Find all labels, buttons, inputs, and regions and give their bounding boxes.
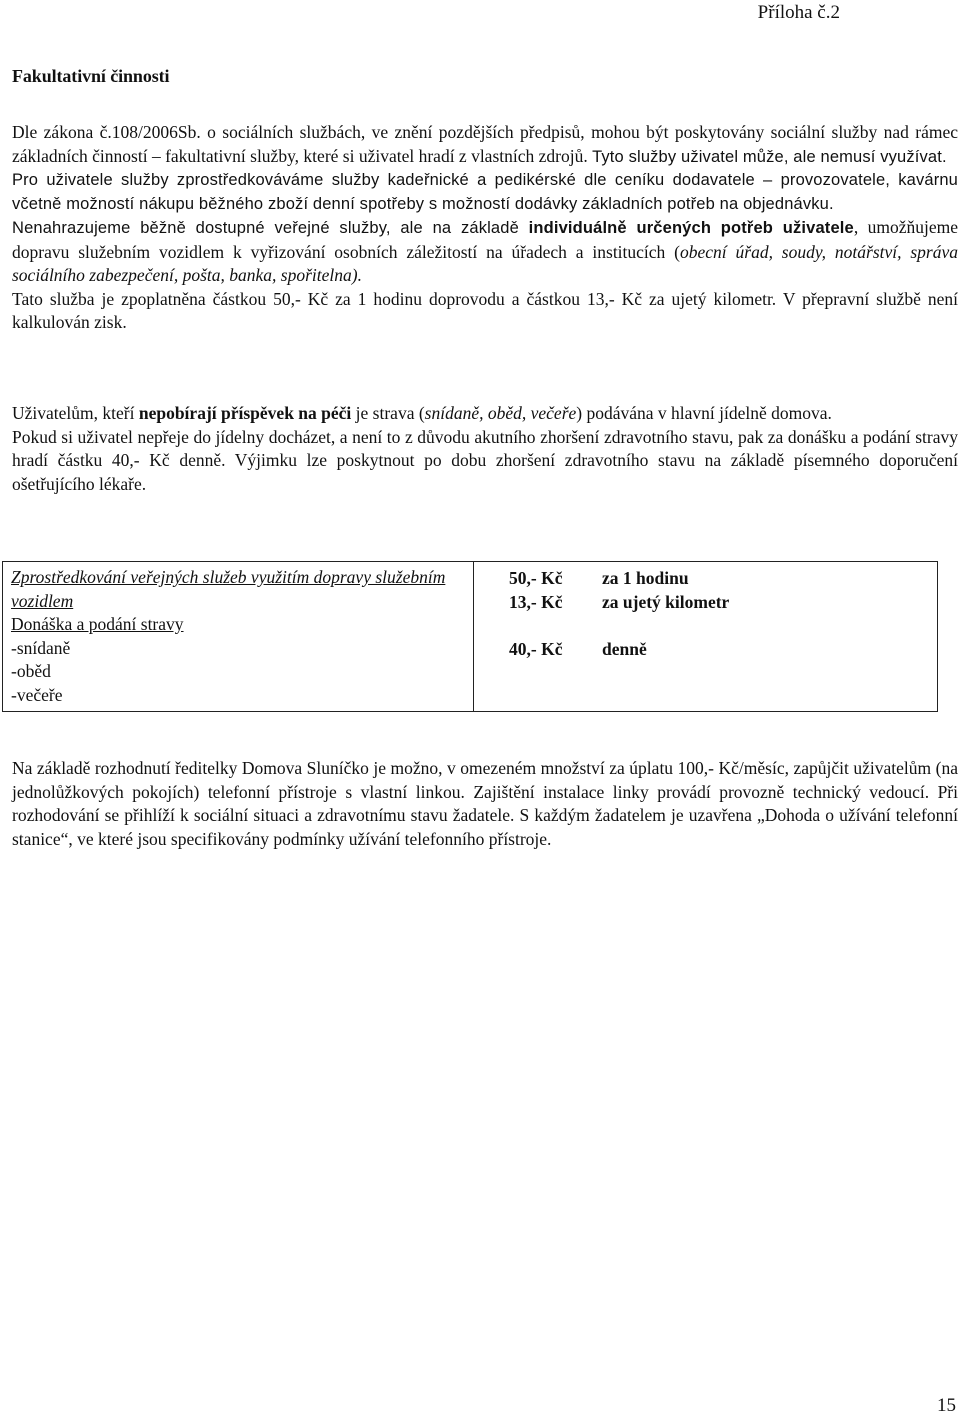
paragraph-legal-basis-text: Dle zákona č.108/2006Sb. o sociálních službách, ve znění pozdějších předpisů, mohou být poskytovány sociální služby nad rámec základních činností – fakultativní služby, které si uživatel hradí z vlastních zdrojů.	[12, 122, 958, 166]
paragraph-meal-delivery: Pokud si uživatel nepřeje do jídelny docházet, a není to z důvodu akutního zhoršení zdravotního stavu, pak za donášku a podání stravy hradí částku 40,- Kč denně. Výjimku lze poskytnout po dobu zhoršení zdravotního stavu na základě písemného doporučení ošetřujícího lékaře.	[12, 426, 958, 494]
price-unit: za 1 hodinu	[602, 568, 689, 588]
paragraph-meals-text-a: Uživatelům, kteří	[12, 403, 139, 423]
section-heading: Fakultativní činnosti	[12, 66, 170, 86]
food-item-dinner: -večeře	[11, 684, 63, 705]
price-amount: 40,- Kč	[509, 639, 563, 659]
price-row-km	[509, 591, 929, 615]
paragraph-transport-fee: Tato služba je zpoplatněna částkou 50,- Kč za 1 hodinu doprovodu a částkou 13,- Kč za ujetý kilometr. V přepravní službě není kalkulován zisk.	[12, 288, 958, 332]
price-unit: za ujetý kilometr	[602, 591, 730, 612]
page-header-label: Příloha č.2	[757, 2, 840, 23]
paragraph-meals-text-b: je strava (	[351, 403, 425, 423]
services-cell	[3, 562, 474, 712]
price-row-hour	[509, 567, 929, 591]
transport-service-label: Zprostředkování veřejných služeb využitím dopravy služebním vozidlem	[11, 567, 446, 611]
meal-types-list: snídaně, oběd, večeře	[424, 403, 577, 423]
paragraph-hairdresser-services: Pro uživatele služby zprostředkováváme služby kadeřnické a pedikérské dle ceníku dodavatele – provozovatele, kavárnu včetně možností nákupu běžného zboží denní spotřeby s možností dodávky základních potřeb na objednávku.	[12, 171, 958, 213]
paragraph-telephone: Na základě rozhodnutí ředitelky Domova Sluníčko je možno, v omezeném množství za úplatu 100,- Kč/měsíc, zapůjčit uživatelům (na jednolůžkových pokojích) telefonní přístroje s vlastní linkou. Zajištění instalace linky provádí provozně technický vedoucí. Při rozhodování se přihlíží k sociální situaci a zdravotnímu stavu žadatele. S každým žadatelem je uzavřena „Dohoda o užívání telefonní stanice“, ve které jsou specifikovány podmínky užívání telefonního přístroje.	[12, 758, 958, 849]
price-table	[2, 561, 938, 712]
text-block-fakultativni	[12, 121, 958, 335]
institutions-list: obecní úřad, soudy, notářství, správa sociálního zabezpečení, pošta, banka, spořitelna).	[12, 241, 959, 285]
paragraph-meals-text-c: ) podávána v hlavní jídelně domova.	[576, 403, 832, 423]
prices-cell	[474, 562, 938, 712]
no-care-allowance-emphasis: nepobírají příspěvek na péči	[138, 403, 352, 423]
text-block-telephone	[12, 757, 958, 851]
individual-needs-emphasis: individuálně určených potřeb uživatele	[528, 219, 854, 237]
food-item-breakfast: -snídaně	[11, 637, 71, 658]
price-unit: denně	[602, 639, 647, 659]
price-row-daily	[509, 638, 929, 662]
food-item-lunch: -oběd	[11, 661, 51, 681]
paragraph-transport-text: , umožňujeme dopravu služebním vozidlem k vyřizování osobních záležitostí na úřadech a institucích (	[12, 217, 959, 262]
food-service-label: Donáška a podání stravy	[11, 614, 184, 634]
price-amount: 50,- Kč	[509, 568, 563, 588]
paragraph-meals	[12, 402, 958, 426]
text-block-meals	[12, 402, 958, 496]
paragraph-legal-basis	[12, 121, 958, 169]
price-table-row	[3, 562, 938, 712]
price-spacer	[509, 614, 929, 638]
paragraph-public-services	[12, 216, 958, 288]
page-number: 15	[937, 1395, 956, 1416]
price-amount: 13,- Kč	[509, 591, 563, 612]
paragraph-optional-use-text: Tyto služby uživatel může, ale nemusí využívat.	[592, 147, 947, 166]
paragraph-public-services-text: Nenahrazujeme běžně dostupné veřejné služby, ale na základě	[12, 219, 529, 237]
